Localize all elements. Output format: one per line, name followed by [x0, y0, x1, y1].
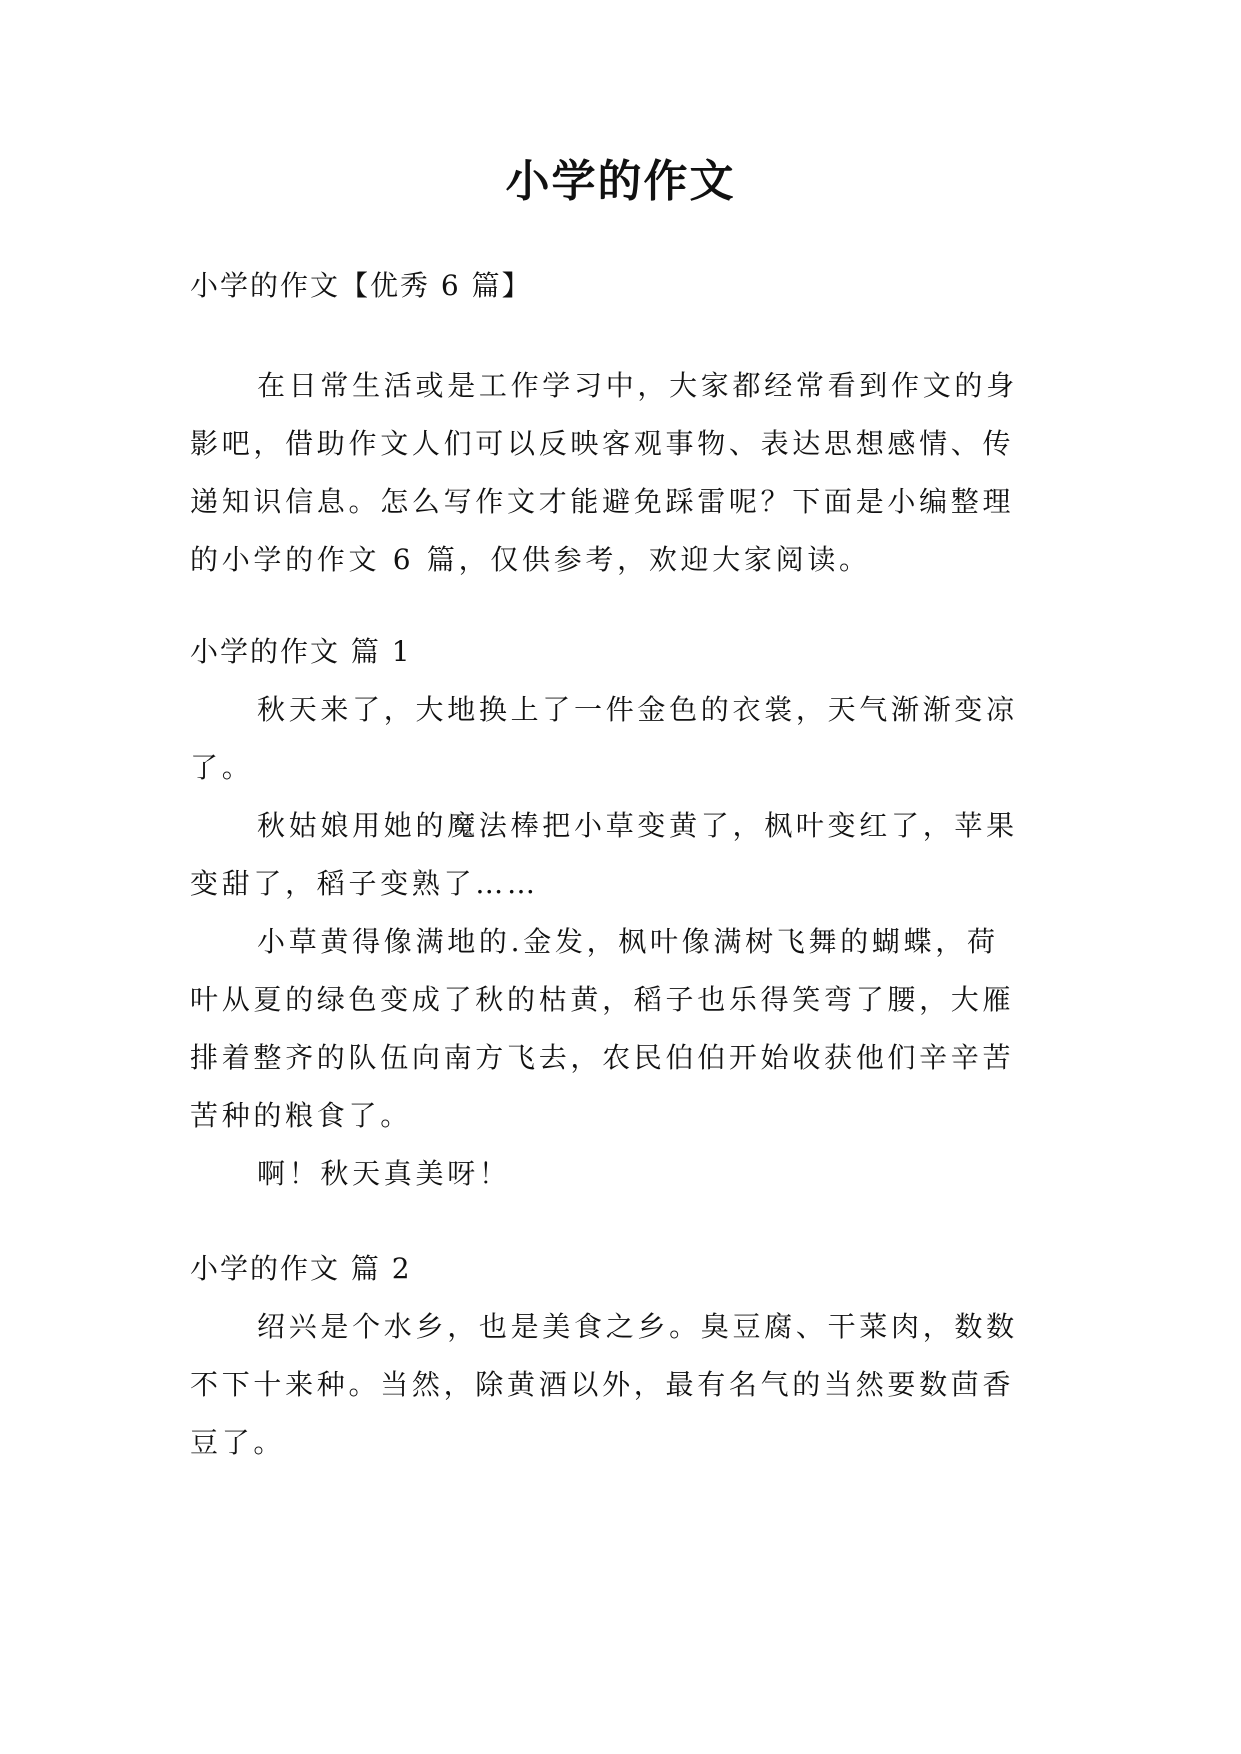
paragraph-line: 秋天来了，大地换上了一件金色的衣裳，天气渐渐变凉: [257, 693, 1018, 726]
paragraph-line: 秋姑娘用她的魔法棒把小草变黄了，枫叶变红了，苹果: [257, 809, 1018, 842]
paragraph-line: 了。: [190, 751, 254, 784]
paragraph-line: 叶从夏的绿色变成了秋的枯黄，稻子也乐得笑弯了腰，大雁: [190, 983, 1015, 1016]
document-title: 小学的作文: [505, 156, 736, 207]
paragraph-line: 绍兴是个水乡，也是美食之乡。臭豆腐、干菜肉，数数: [257, 1310, 1018, 1343]
intro-line: 递知识信息。怎么写作文才能避免踩雷呢？下面是小编整理: [190, 485, 1015, 518]
paragraph-line: 苦种的粮食了。: [190, 1099, 412, 1132]
paragraph-line: 排着整齐的队伍向南方飞去，农民伯伯开始收获他们辛辛苦: [190, 1041, 1015, 1074]
document-subtitle: 小学的作文【优秀 6 篇】: [190, 269, 532, 302]
paragraph-line: 豆了。: [190, 1426, 286, 1459]
section-heading-2: 小学的作文 篇 2: [190, 1252, 412, 1285]
intro-line: 影吧，借助作文人们可以反映客观事物、表达思想感情、传: [190, 427, 1015, 460]
paragraph-line: 不下十来种。当然，除黄酒以外，最有名气的当然要数茴香: [190, 1368, 1015, 1401]
paragraph-line: 小草黄得像满地的.金发，枫叶像满树飞舞的蝴蝶，荷: [257, 925, 999, 958]
section-heading-1: 小学的作文 篇 1: [190, 635, 412, 668]
paragraph-line: 变甜了，稻子变熟了……: [190, 867, 539, 900]
paragraph-line: 啊！秋天真美呀！: [257, 1157, 511, 1190]
intro-line: 的小学的作文 6 篇，仅供参考，欢迎大家阅读。: [190, 543, 871, 576]
intro-line: 在日常生活或是工作学习中，大家都经常看到作文的身: [257, 369, 1018, 402]
